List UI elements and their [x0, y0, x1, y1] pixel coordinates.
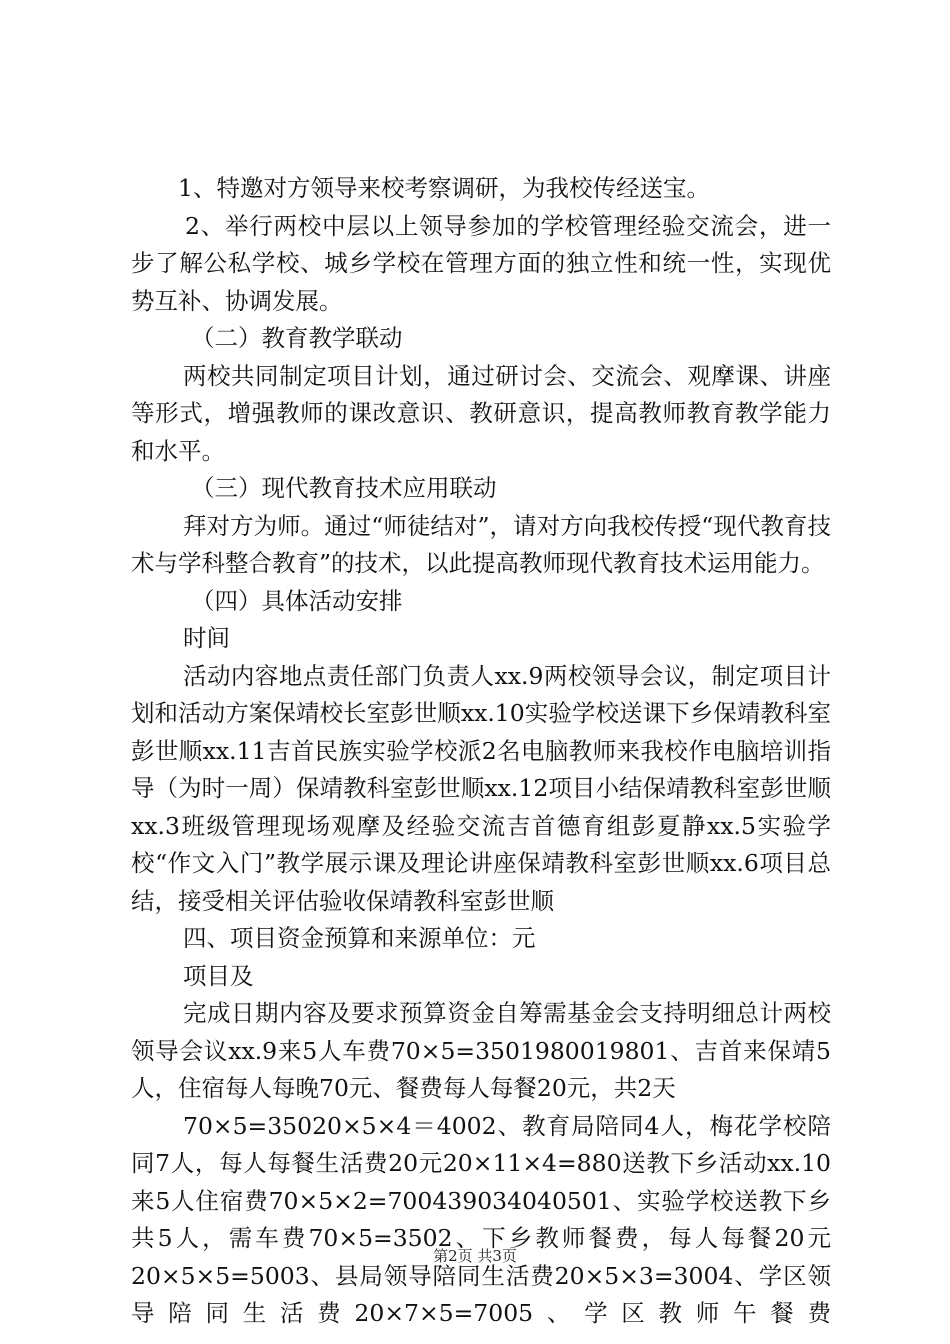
page-footer: 第2页 共3页 — [433, 1247, 517, 1265]
section-heading-4: （四）具体活动安排 — [191, 586, 403, 615]
section-heading-3: （三）现代教育技术应用联动 — [191, 474, 497, 502]
paragraph-technology: 拜对方为师。通过“师徒结对”，请对方向我校传授“现代教育技术与学科整合教育”的技术，以此提高教师现代教育技术运用能力。 — [131, 511, 831, 577]
paragraph-teaching: 两校共同制定项目计划，通过研讨会、交流会、观摩课、讲座等形式，增强教师的课改意识、教研意识，提高教师教育教学能力和水平。 — [131, 361, 831, 465]
budget-table-text-2: 70×5=35020×5×4＝4002、教育局陪同4人，梅花学校陪同7人，每人每餐生活费20元20×11×4=880送教下乡活动xx.10来5人住宿费70×5×2=700439034040501、实验学校送教下乡共5人，需车费70×5=3502、下乡教师餐费，每人每餐20元20×5×5=5003、县局领导陪同生活费20×5×3=3004、学区领导陪同生活费20×7×5=7005、学区教师午餐费 — [131, 1111, 831, 1327]
section-heading-2: （二）教育教学联动 — [191, 324, 403, 352]
schedule-table-text: 活动内容地点责任部门负责人xx.9两校领导会议，制定项目计划和活动方案保靖校长室彭世顺xx.10实验学校送课下乡保靖教科室彭世顺xx.11吉首民族实验学校派2名电脑教师来我校作电脑培训指导（为时一周）保靖教科室彭世顺xx.12项目小结保靖教科室彭世顺xx.3班级管理现场观摩及经验交流吉首德育组彭夏静xx.5实验学校“作文入门”教学展示课及理论讲座保靖教科室彭世顺xx.6项目总结，接受相关评估验收保靖教科室彭世顺 — [131, 661, 831, 915]
section-heading-budget: 四、项目资金预算和来源单位：元 — [183, 924, 536, 952]
budget-table-text-1: 完成日期内容及要求预算资金自筹需基金会支持明细总计两校领导会议xx.9来5人车费70×5=3501980019801、吉首来保靖5人，住宿每人每晚70元、餐费每人每餐20元，共2天 — [131, 999, 831, 1102]
paragraph-item-2: 2、举行两校中层以上领导参加的学校管理经验交流会，进一步了解公私学校、城乡学校在管理方面的独立性和统一性，实现优势互补、协调发展。 — [131, 211, 831, 315]
document-body — [131, 170, 831, 1333]
schedule-time-label: 时间 — [183, 624, 230, 652]
budget-item-label: 项目及 — [183, 961, 254, 990]
paragraph-item-1: 1、特邀对方领导来校考察调研，为我校传经送宝。 — [178, 174, 710, 202]
